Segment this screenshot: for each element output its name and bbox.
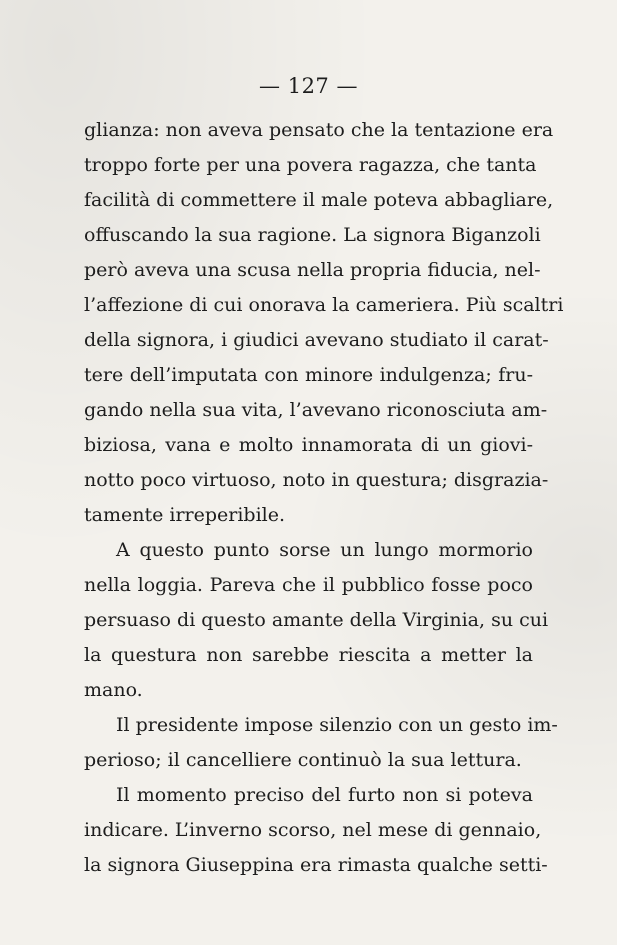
page-number: — 127 — (259, 74, 358, 98)
text-line: offuscando la sua ragione. La signora Biganzoli (84, 224, 541, 246)
text-line: persuaso di questo amante della Virginia, su cui (84, 609, 549, 631)
text-line: tamente irreperibile. (84, 504, 286, 526)
text-line: indicare. L’inverno scorso, nel mese di gennaio, (84, 819, 542, 841)
text-line: A questo punto sorse un lungo mormorio (116, 539, 533, 561)
text-line: Il momento preciso del furto non si poteva (116, 784, 533, 806)
text-line: notto poco virtuoso, noto in questura; disgrazia- (84, 469, 549, 491)
text-line: gando nella sua vita, l’avevano riconosciuta am- (84, 399, 548, 421)
text-line: però aveva una scusa nella propria fiducia, nel- (84, 259, 541, 281)
text-line: mano. (84, 679, 143, 701)
text-line: la questura non sarebbe riescita a metter la (84, 644, 533, 666)
text-line: glianza: non aveva pensato che la tentazione era (84, 119, 554, 141)
text-line: tere dell’imputata con minore indulgenza; fru- (84, 364, 533, 386)
text-line: perioso; il cancelliere continuò la sua lettura. (84, 749, 522, 771)
text-line: nella loggia. Pareva che il pubblico fosse poco (84, 574, 533, 596)
text-line: troppo forte per una povera ragazza, che tanta (84, 154, 537, 176)
text-line: biziosa, vana e molto innamorata di un giovi- (84, 434, 533, 456)
text-line: la signora Giuseppina era rimasta qualche setti- (84, 854, 548, 876)
text-line: Il presidente impose silenzio con un gesto im- (116, 714, 558, 736)
text-line: l’affezione di cui onorava la cameriera. Più scaltri (84, 294, 564, 316)
text-line: facilità di commettere il male poteva abbagliare, (84, 189, 554, 211)
text-line: della signora, i giudici avevano studiato il carat- (84, 329, 549, 351)
